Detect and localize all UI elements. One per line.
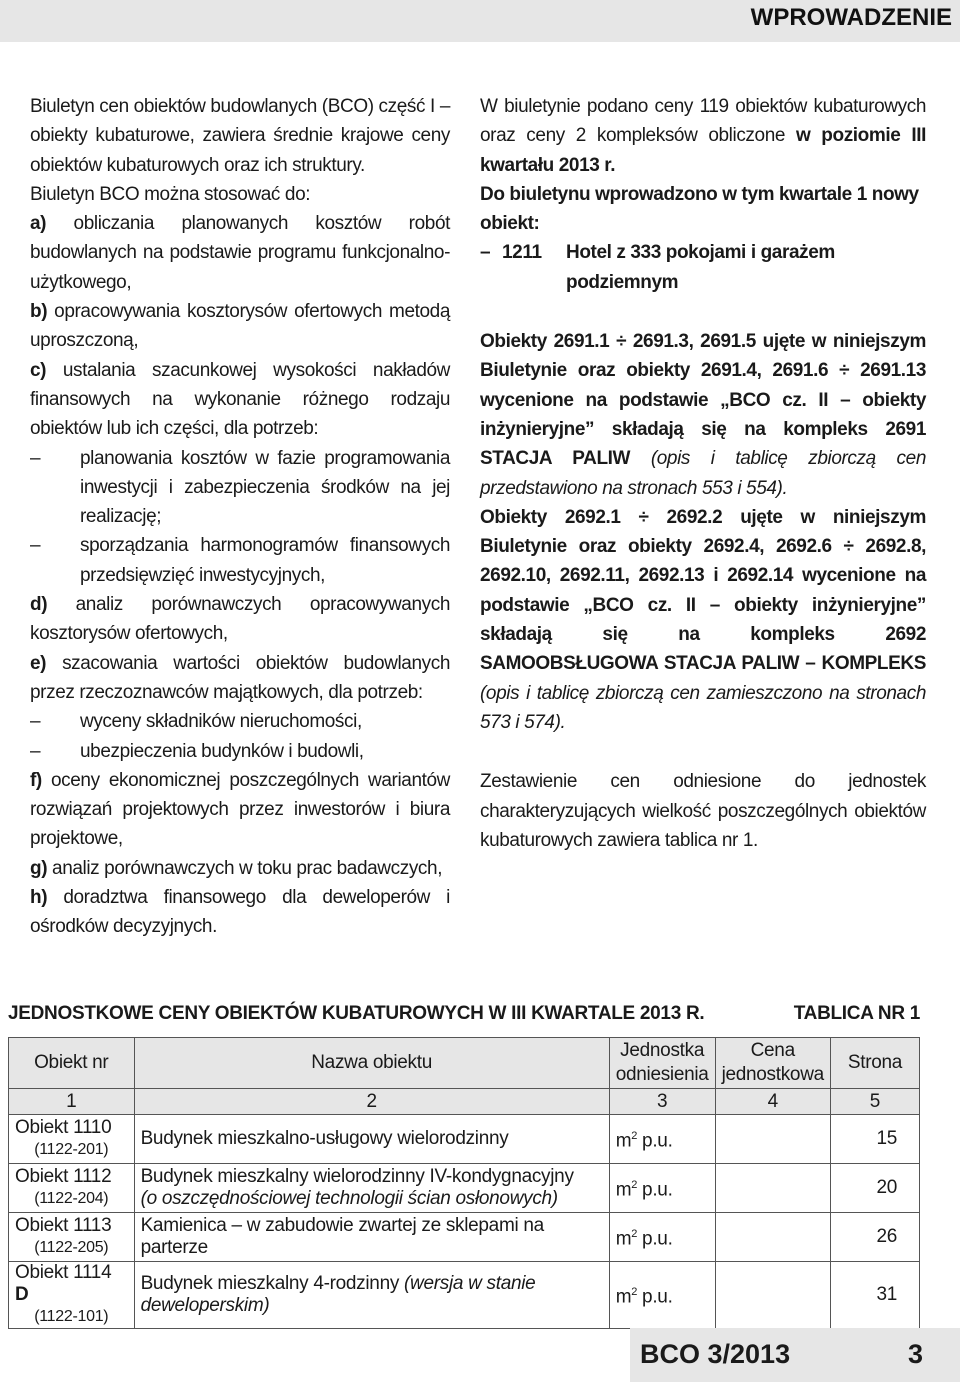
use-text-a: obliczania planowanych kosztów robót budowlanych na podstawie programu funkcjonalno-użytkowego, bbox=[30, 213, 450, 293]
table-row bbox=[9, 1164, 920, 1213]
use-item-a bbox=[30, 209, 450, 297]
object-cell bbox=[9, 1262, 135, 1329]
unit-suffix: p.u. bbox=[637, 1286, 673, 1308]
use-item-g bbox=[30, 854, 450, 883]
use-label-f: f) bbox=[30, 769, 42, 791]
use-item-f bbox=[30, 766, 450, 854]
right-paragraph-5: Zestawienie cen odniesione do jednostek charakteryzujących wielkość poszczególnych obiektów kubaturowych zawiera tablica nr 1. bbox=[480, 771, 926, 851]
page-cell: 20 bbox=[830, 1164, 919, 1213]
unit-base: m bbox=[615, 1179, 632, 1201]
right-p1-bold: w poziomie III kwartału 2013 r. bbox=[480, 125, 926, 176]
col-number: 1 bbox=[9, 1089, 135, 1115]
left-column bbox=[30, 92, 450, 942]
use-label-g: g) bbox=[30, 857, 48, 879]
object-name: Budynek mieszkalny 4-rodzinny bbox=[140, 1273, 405, 1294]
object-number: Obiekt 1113 bbox=[15, 1215, 112, 1236]
use-sub-e2 bbox=[30, 737, 450, 766]
col-header-obiekt: Obiekt nr bbox=[9, 1038, 135, 1089]
intro-paragraph: Biuletyn cen obiektów budowlanych (BCO) część I – obiekty kubaturowe, zawiera średnie krajowe ceny obiektów kubaturowych oraz ich struktury. bbox=[30, 96, 450, 176]
header-bar bbox=[0, 0, 960, 42]
object-code: (1122-204) bbox=[34, 1190, 109, 1207]
unit-exponent: 2 bbox=[631, 1130, 638, 1143]
use-text-h: doradztwa finansowego dla deweloperów i ośrodków decyzyjnych. bbox=[30, 887, 450, 938]
section-title: WPROWADZENIE bbox=[750, 4, 952, 31]
use-text-g: analiz porównawczych w toku prac badawczych, bbox=[52, 857, 443, 879]
new-object-code: 1211 bbox=[502, 242, 542, 264]
dash-bullet: – bbox=[30, 535, 41, 557]
uses-intro: Biuletyn BCO można stosować do: bbox=[30, 183, 311, 205]
object-cell bbox=[9, 1213, 135, 1262]
use-label-d: d) bbox=[30, 594, 48, 616]
page-cell: 31 bbox=[830, 1262, 919, 1329]
use-item-c bbox=[30, 356, 450, 444]
object-name-cell bbox=[134, 1164, 609, 1213]
col-header-jednostka bbox=[609, 1038, 715, 1089]
table-row bbox=[9, 1213, 920, 1262]
object-name: Kamienica – w zabudowie zwartej ze sklepami na parterze bbox=[140, 1215, 544, 1258]
unit-cell bbox=[609, 1262, 715, 1329]
use-label-e: e) bbox=[30, 652, 47, 674]
price-cell bbox=[715, 1115, 830, 1164]
object-code: (1122-205) bbox=[34, 1239, 109, 1256]
price-cell bbox=[715, 1213, 830, 1262]
object-name-cell bbox=[134, 1213, 609, 1262]
object-name: Budynek mieszkalny wielorodzinny IV-kondygnacyjny bbox=[140, 1166, 574, 1187]
right-p3-bold: Obiekty 2691.1 ÷ 2691.3, 2691.5 ujęte w niniejszym Biuletynie oraz obiekty 2691.4, 2691.6 ÷ 2691.13 wycenione na podstawie „BCO cz. II – obiekty inżynieryjne” składają się na kompleks 2691 STACJA PALIW bbox=[480, 331, 926, 470]
spacer bbox=[480, 297, 926, 327]
dash-bullet: – bbox=[30, 740, 41, 762]
right-p4-bold: Obiekty 2692.1 ÷ 2692.2 ujęte w niniejszym Biuletynie oraz obiekty 2692.4, 2692.6 ÷ 2692.8, 2692.10, 2692.11, 2692.13 i 2692.14 wycenione na podstawie „BCO cz. II – obiekty inżynieryjne” składają się na kompleks 2692 SAMOOBSŁUGOWA STACJA PALIW – KOMPLEKS bbox=[480, 506, 926, 675]
col-header-jednostka-2: odniesienia bbox=[615, 1064, 709, 1085]
object-code: (1122-201) bbox=[34, 1141, 109, 1158]
object-number: Obiekt 1112 bbox=[15, 1166, 112, 1187]
dash-bullet: – bbox=[30, 711, 41, 733]
new-object-name: Hotel z 333 pokojami i garażem podziemnym bbox=[566, 242, 835, 293]
object-name-cell bbox=[134, 1115, 609, 1164]
unit-cell bbox=[609, 1213, 715, 1262]
use-item-h bbox=[30, 883, 450, 942]
col-header-jednostka-1: Jednostka bbox=[620, 1040, 705, 1061]
unit-suffix: p.u. bbox=[637, 1179, 673, 1201]
unit-cell bbox=[609, 1115, 715, 1164]
col-header-cena bbox=[715, 1038, 830, 1089]
spacer bbox=[480, 737, 926, 767]
use-sub-c1 bbox=[30, 444, 450, 532]
price-cell bbox=[715, 1164, 830, 1213]
use-text-c: ustalania szacunkowej wysokości nakładów finansowych na wykonanie różnego rodzaju obiektów lub ich części, dla potrzeb: bbox=[30, 359, 450, 440]
unit-suffix: p.u. bbox=[637, 1228, 673, 1250]
object-name: Budynek mieszkalno-usługowy wielorodzinny bbox=[140, 1128, 509, 1149]
right-p1-text: W biuletynie podano ceny 119 obiektów kubaturowych oraz ceny 2 kompleksów obliczone bbox=[480, 96, 926, 147]
use-label-a: a) bbox=[30, 213, 47, 235]
use-label-c: c) bbox=[30, 359, 47, 381]
unit-exponent: 2 bbox=[631, 1286, 638, 1299]
table-header-row bbox=[9, 1038, 920, 1089]
col-header-nazwa: Nazwa obiektu bbox=[134, 1038, 609, 1089]
col-number: 2 bbox=[134, 1089, 609, 1115]
new-object-item bbox=[480, 238, 926, 297]
unit-exponent: 2 bbox=[631, 1228, 638, 1241]
col-header-strona: Strona bbox=[830, 1038, 919, 1089]
use-text-f: oceny ekonomicznej poszczególnych wariantów rozwiązań projektowych przez inwestorów i biura projektowe, bbox=[30, 769, 450, 850]
unit-cell bbox=[609, 1164, 715, 1213]
page-cell: 26 bbox=[830, 1213, 919, 1262]
right-paragraph-3 bbox=[480, 327, 926, 503]
use-label-b: b) bbox=[30, 301, 48, 323]
object-cell bbox=[9, 1115, 135, 1164]
unit-base: m bbox=[615, 1228, 632, 1250]
page-number: 3 bbox=[908, 1339, 924, 1369]
page-cell: 15 bbox=[830, 1115, 919, 1164]
col-number: 4 bbox=[715, 1089, 830, 1115]
table-row bbox=[9, 1115, 920, 1164]
object-name-note: (o oszczędnościowej technologii ścian osłonowych) bbox=[140, 1188, 558, 1209]
use-item-e bbox=[30, 649, 450, 708]
use-text-e: szacowania wartości obiektów budowlanych przez rzeczoznawców majątkowych, dla potrzeb: bbox=[30, 652, 450, 703]
table-number: TABLICA NR 1 bbox=[793, 1003, 920, 1024]
object-number: Obiekt 1110 bbox=[15, 1117, 112, 1138]
col-number: 5 bbox=[830, 1089, 919, 1115]
right-paragraph-2: Do biuletynu wprowadzono w tym kwartale 1 nowy obiekt: bbox=[480, 183, 919, 235]
object-code: (1122-101) bbox=[34, 1308, 109, 1325]
use-sub-text-c2: sporządzania harmonogramów finansowych przedsięwzięć inwestycyjnych, bbox=[80, 535, 450, 586]
right-paragraph-1 bbox=[480, 92, 926, 180]
unit-suffix: p.u. bbox=[637, 1130, 673, 1152]
object-cell bbox=[9, 1164, 135, 1213]
price-cell bbox=[715, 1262, 830, 1329]
table-row bbox=[9, 1262, 920, 1329]
use-sub-text-e1: wyceny składników nieruchomości, bbox=[80, 711, 362, 733]
use-item-b bbox=[30, 297, 450, 356]
right-p4-italic: (opis i tablicę zbiorczą cen zamieszczono na stronach 573 i 574). bbox=[480, 682, 926, 733]
use-label-h: h) bbox=[30, 887, 48, 909]
dash-bullet: – bbox=[480, 242, 491, 264]
right-paragraph-4 bbox=[480, 503, 926, 737]
right-p3-italic: (opis i tablicę zbiorczą cen przedstawiono na stronach 553 i 554). bbox=[480, 448, 926, 499]
column-number-row bbox=[9, 1089, 920, 1115]
price-table bbox=[8, 1037, 920, 1329]
object-name-note: (wersja w stanie deweloperskim) bbox=[140, 1273, 536, 1316]
col-header-cena-2: jednostkowa bbox=[721, 1064, 824, 1085]
unit-base: m bbox=[615, 1130, 632, 1152]
publication-label: BCO 3/2013 bbox=[640, 1339, 791, 1369]
object-flag: D bbox=[15, 1284, 29, 1305]
dash-bullet: – bbox=[30, 447, 41, 469]
use-item-d bbox=[30, 590, 450, 649]
col-header-cena-1: Cena bbox=[750, 1040, 795, 1061]
col-number: 3 bbox=[609, 1089, 715, 1115]
use-sub-c2 bbox=[30, 531, 450, 590]
use-text-b: opracowywania kosztorysów ofertowych metodą uproszczoną, bbox=[30, 301, 450, 352]
use-sub-text-c1: planowania kosztów w fazie programowania inwestycji i zabezpieczenia środków na jej realizację; bbox=[80, 447, 450, 528]
table-title bbox=[8, 1003, 920, 1025]
use-text-d: analiz porównawczych opracowywanych kosztorysów ofertowych, bbox=[30, 594, 450, 645]
right-column bbox=[480, 92, 926, 855]
table-title-text: JEDNOSTKOWE CENY OBIEKTÓW KUBATUROWYCH W III KWARTALE 2013 R. bbox=[8, 1003, 705, 1024]
unit-exponent: 2 bbox=[631, 1179, 638, 1192]
object-number: Obiekt 1114 bbox=[15, 1262, 112, 1283]
use-sub-e1 bbox=[30, 707, 450, 736]
use-sub-text-e2: ubezpieczenia budynków i budowli, bbox=[80, 740, 364, 762]
object-name-cell bbox=[134, 1262, 609, 1329]
unit-base: m bbox=[615, 1286, 632, 1308]
